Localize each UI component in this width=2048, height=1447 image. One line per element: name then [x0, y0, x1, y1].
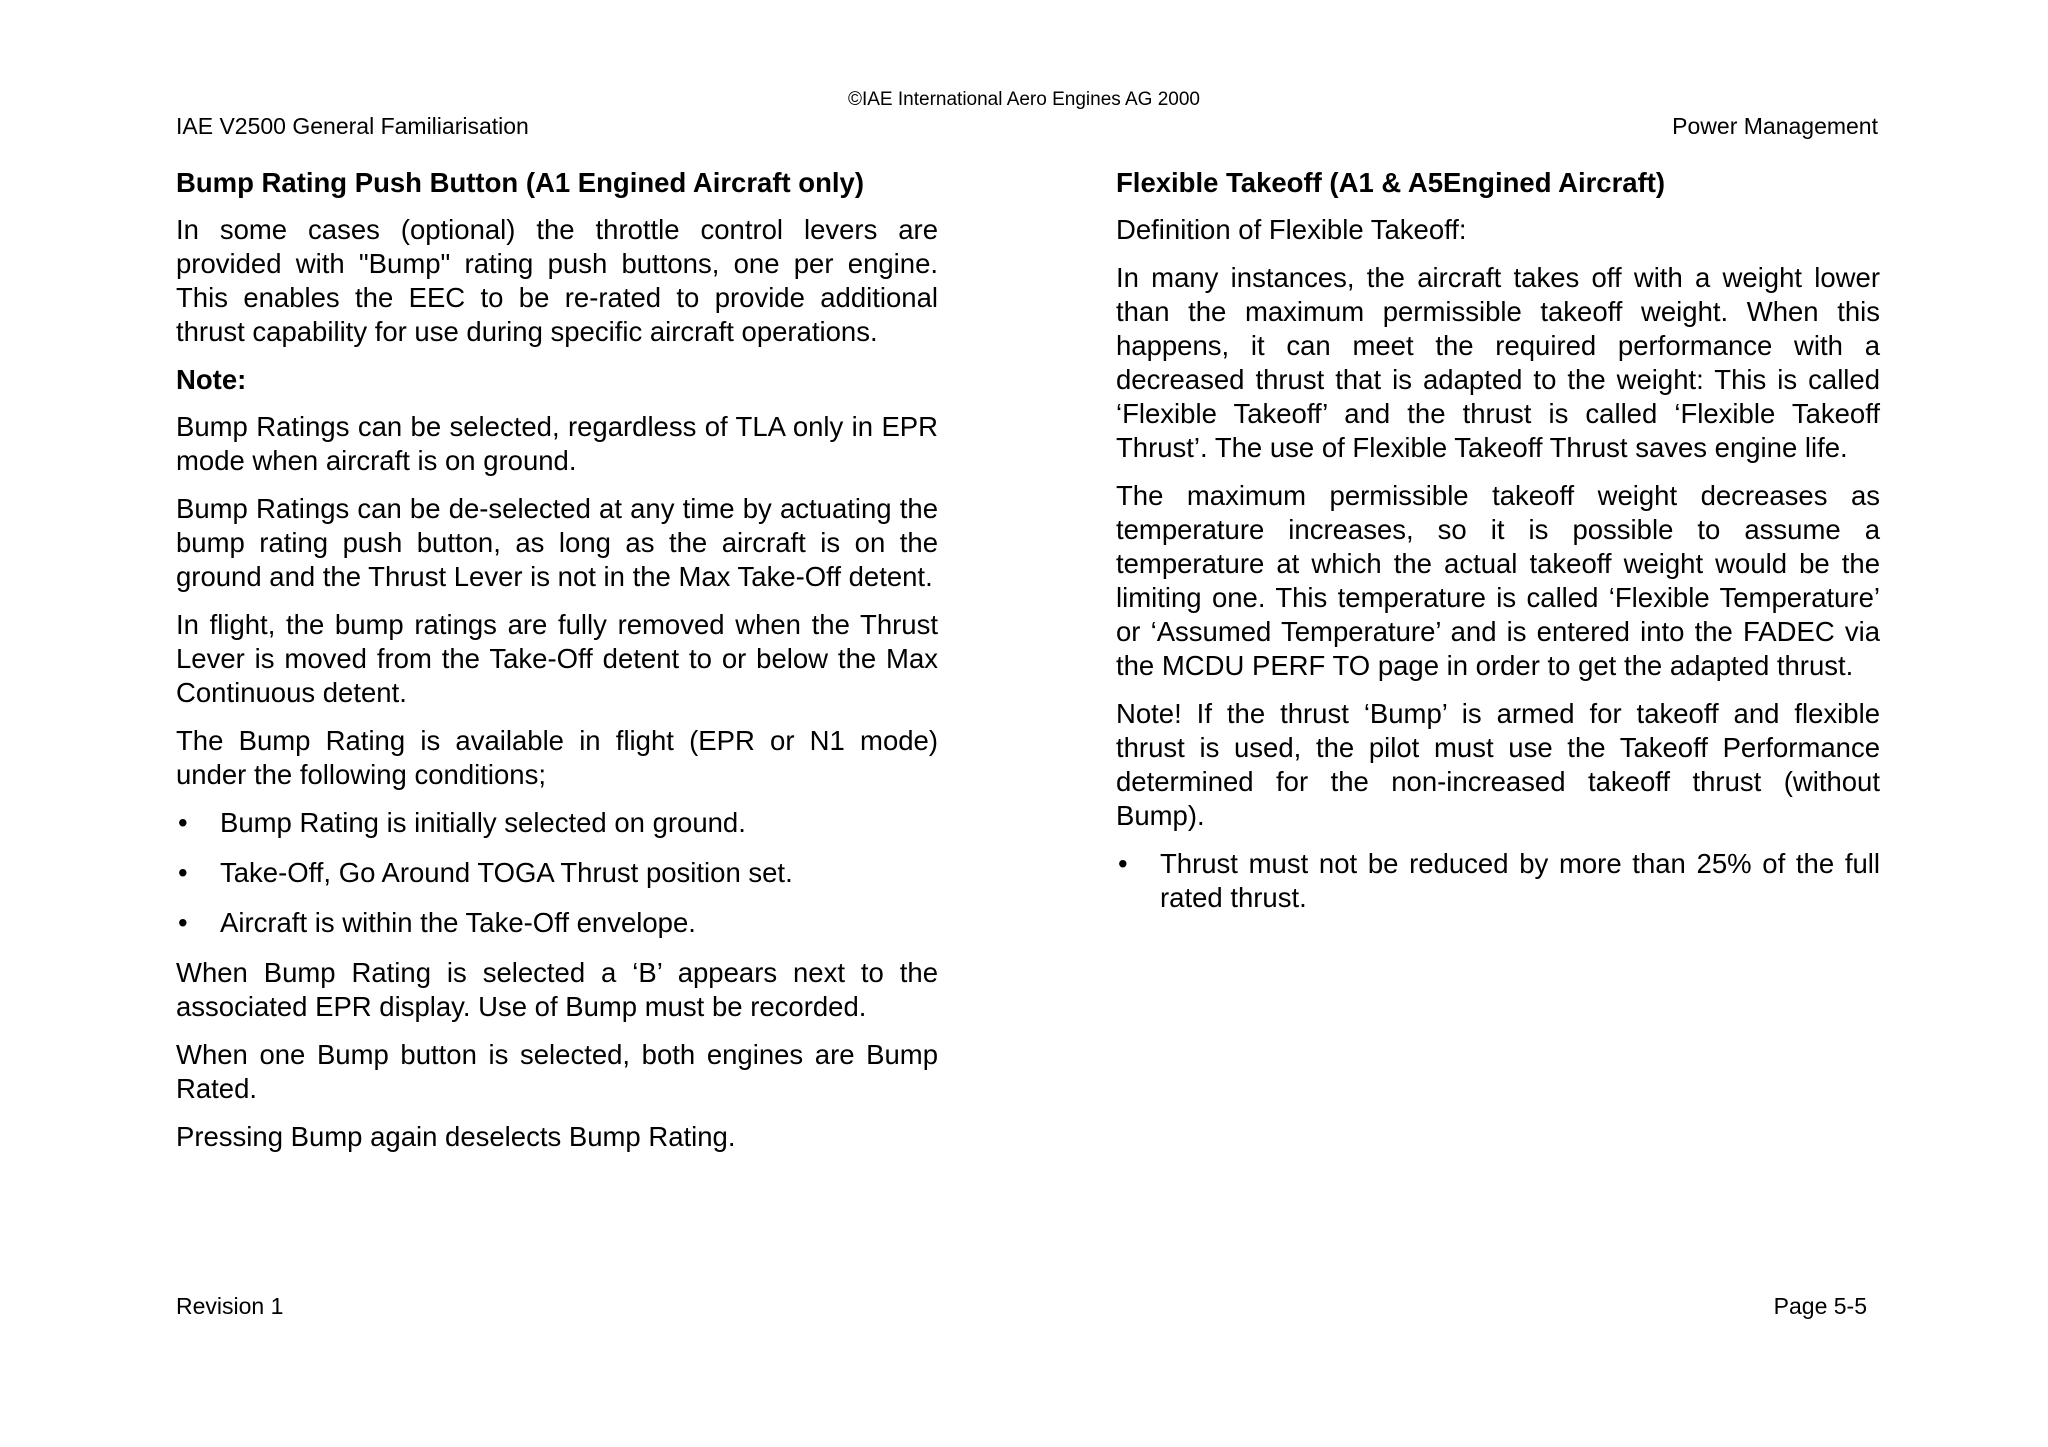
list-item	[1116, 847, 1880, 915]
bullet-icon: •	[178, 807, 188, 838]
paragraph: When Bump Rating is selected a ‘B’ appears next to the associated EPR display. Use of Bump must be recorded.	[176, 957, 938, 1022]
list-item-text: Aircraft is within the Take-Off envelope.	[220, 907, 696, 938]
left-column	[176, 166, 938, 1168]
paragraph: Bump Ratings can be de-selected at any time by actuating the bump rating push button, as long as the aircraft is on the ground and the Thrust Lever is not in the Max Take-Off detent.	[176, 493, 938, 592]
paragraph: Bump Ratings can be selected, regardless of TLA only in EPR mode when aircraft is on ground.	[176, 411, 938, 476]
thrust-limit-list	[1116, 847, 1880, 915]
right-column	[1116, 166, 1880, 931]
page-number: Page 5-5	[1773, 1293, 1867, 1319]
flexible-takeoff-heading: Flexible Takeoff (A1 & A5Engined Aircraft)	[1116, 167, 1666, 198]
paragraph: Definition of Flexible Takeoff:	[1116, 214, 1467, 245]
paragraph: Pressing Bump again deselects Bump Rating.	[176, 1121, 736, 1152]
paragraph: In many instances, the aircraft takes off with a weight lower than the maximum permissible takeoff weight. When this happens, it can meet the required performance with a decreased thrust that is adapted to the weight: This is called ‘Flexible Takeoff’ and the thrust is called ‘Flexible Takeoff Thrust’. The use of Flexible Takeoff Thrust saves engine life.	[1116, 262, 1880, 463]
revision-label: Revision 1	[176, 1293, 284, 1319]
bump-rating-heading: Bump Rating Push Button (A1 Engined Aircraft only)	[176, 167, 864, 198]
paragraph: Note! If the thrust ‘Bump’ is armed for takeoff and flexible thrust is used, the pilot must use the Takeoff Performance determined for the non-increased takeoff thrust (without Bump).	[1116, 698, 1880, 831]
bullet-icon: •	[178, 907, 188, 938]
bullet-icon: •	[1118, 848, 1128, 879]
paragraph: The Bump Rating is available in flight (EPR or N1 mode) under the following conditions;	[176, 725, 938, 790]
section-title: Power Management	[1672, 113, 1878, 139]
document-title: IAE V2500 General Familiarisation	[176, 113, 529, 139]
paragraph: In some cases (optional) the throttle control levers are provided with "Bump" rating push buttons, one per engine. This enables the EEC to be re-rated to provide additional thrust capability for use during specific aircraft operations.	[176, 214, 938, 347]
list-item	[176, 806, 938, 840]
list-item	[176, 906, 938, 940]
paragraph: In flight, the bump ratings are fully removed when the Thrust Lever is moved from the Take-Off detent to or below the Max Continuous detent.	[176, 609, 938, 708]
bullet-icon: •	[178, 857, 188, 888]
copyright-notice: ©IAE International Aero Engines AG 2000	[847, 89, 1200, 110]
list-item	[176, 856, 938, 890]
paragraph: The maximum permissible takeoff weight decreases as temperature increases, so it is possible to assume a temperature at which the actual takeoff weight would be the limiting one. This temperature is called ‘Flexible Temperature’ or ‘Assumed Temperature’ and is entered into the FADEC via the MCDU PERF TO page in order to get the adapted thrust.	[1116, 480, 1880, 681]
list-item-text: Bump Rating is initially selected on ground.	[220, 807, 746, 838]
conditions-list	[176, 806, 938, 940]
list-item-text: Thrust must not be reduced by more than 25% of the full rated thrust.	[1160, 848, 1880, 913]
list-item-text: Take-Off, Go Around TOGA Thrust position set.	[220, 857, 793, 888]
note-label: Note:	[176, 364, 247, 395]
paragraph: When one Bump button is selected, both engines are Bump Rated.	[176, 1039, 938, 1104]
